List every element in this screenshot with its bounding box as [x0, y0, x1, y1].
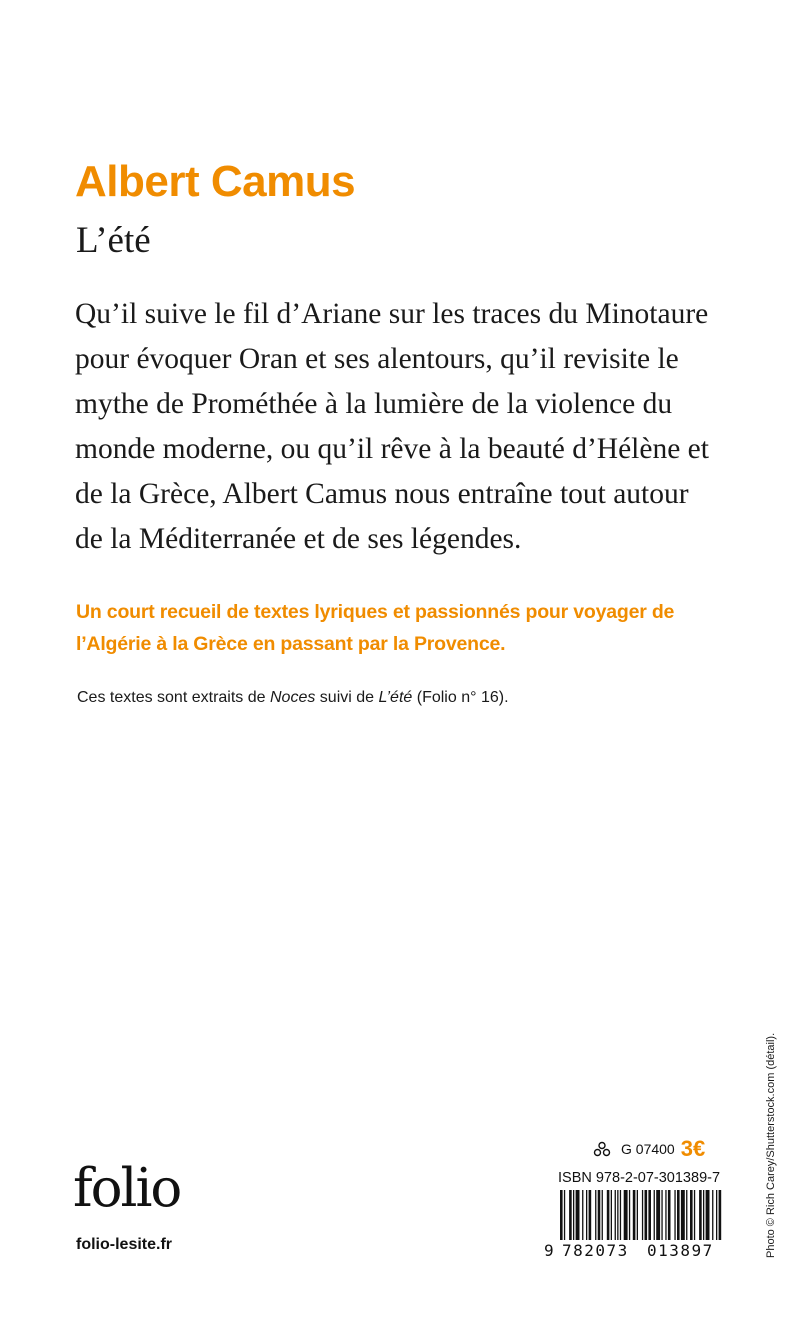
barcode-bar [586, 1190, 587, 1240]
folio-logo: folio [73, 1158, 181, 1219]
barcode-bar [645, 1190, 648, 1240]
note-text: Ces textes sont extraits de [77, 689, 270, 706]
barcode-bar [716, 1190, 717, 1240]
barcode-bar [637, 1190, 638, 1240]
barcode-left-digits: 782073 [562, 1241, 629, 1260]
barcode-bar [573, 1190, 574, 1240]
barcode-bar [615, 1190, 616, 1240]
barcode-bar [598, 1190, 601, 1240]
price-code-row [593, 1138, 705, 1160]
isbn-number: ISBN 978-2-07-301389-7 [558, 1170, 721, 1186]
blurb-line: pour évoquer Oran et ses alentours, qu’il revisite le [75, 343, 679, 375]
barcode-bar [719, 1190, 722, 1240]
tagline [76, 596, 736, 660]
barcode-bar [611, 1190, 612, 1240]
barcode-bar [699, 1190, 702, 1240]
barcode-bar [674, 1190, 675, 1240]
barcode-bar [569, 1190, 572, 1240]
barcode-bar [665, 1190, 666, 1240]
barcode-bar [629, 1190, 630, 1240]
barcode-bar [633, 1190, 636, 1240]
blurb-line: de la Méditerranée et de ses légendes. [75, 523, 522, 555]
barcode-bar [602, 1190, 603, 1240]
tagline-line: l’Algérie à la Grèce en passant par la Provence. [76, 633, 506, 655]
barcode-bar [706, 1190, 710, 1240]
barcode-bar [661, 1190, 662, 1240]
barcode-bar [617, 1190, 618, 1240]
barcode-right-digits: 013897 [647, 1241, 714, 1260]
barcode-bar [712, 1190, 713, 1240]
blurb-line: mythe de Prométhée à la lumière de la violence du [75, 388, 673, 420]
barcode-bar [607, 1190, 610, 1240]
barcode-bar [681, 1190, 685, 1240]
barcode-bar [624, 1190, 628, 1240]
blurb-paragraph [75, 292, 735, 562]
barcode-bar [654, 1190, 655, 1240]
barcode-bar [564, 1190, 565, 1240]
product-code: G 07400 [621, 1141, 675, 1157]
barcode-bar [642, 1190, 643, 1240]
barcode-bar [703, 1190, 704, 1240]
blurb-line: de la Grèce, Albert Camus nous entraîne tout autour [75, 478, 689, 510]
note-text: (Folio n° 16). [412, 689, 509, 706]
barcode-bar [677, 1190, 680, 1240]
note-work-lete: L’été [378, 689, 413, 706]
barcode-bar [589, 1190, 592, 1240]
tagline-line: Un court recueil de textes lyriques et passionnés pour voyager de [76, 601, 675, 623]
barcode-bar [582, 1190, 583, 1240]
barcode-bar [576, 1190, 580, 1240]
price: 3€ [680, 1136, 706, 1161]
blurb-line: monde moderne, ou qu’il rêve à la beauté d’Hélène et [75, 433, 709, 465]
photo-credit: Photo © Rich Carey/Shutterstock.com (détail). [765, 1032, 777, 1258]
barcode-bar [686, 1190, 687, 1240]
barcode-bar [690, 1190, 693, 1240]
note-text: suivi de [315, 689, 379, 706]
blurb-line: Qu’il suive le fil d’Ariane sur les traces du Minotaure [75, 298, 709, 330]
barcode-bar [560, 1190, 563, 1240]
barcode-bar [668, 1190, 671, 1240]
barcode-first-digit: 9 [544, 1241, 554, 1260]
publisher-website[interactable]: folio-lesite.fr [76, 1236, 173, 1253]
barcode-bar [595, 1190, 596, 1240]
recycle-symbol-icon [593, 1141, 611, 1157]
barcode-bar [620, 1190, 621, 1240]
source-note [77, 688, 509, 708]
barcode [540, 1190, 730, 1242]
author-name: Albert Camus [75, 157, 356, 206]
note-work-noces: Noces [269, 689, 316, 706]
barcode-bar [694, 1190, 695, 1240]
barcode-bar [648, 1190, 651, 1240]
barcode-bar [656, 1190, 660, 1240]
book-title: L’été [76, 220, 151, 261]
